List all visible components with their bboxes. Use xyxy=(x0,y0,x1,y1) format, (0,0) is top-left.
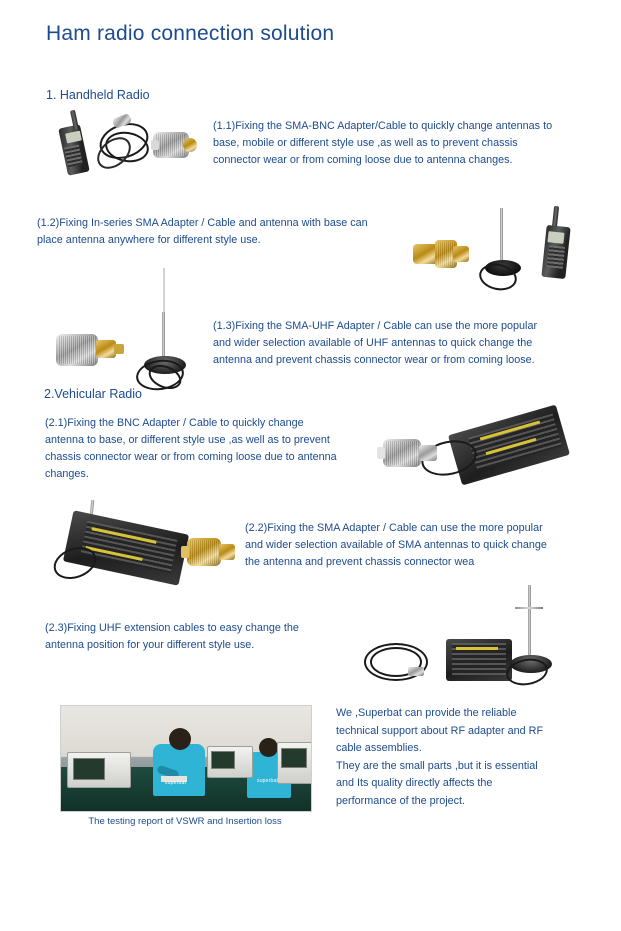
closing-line-2: technical support about RF adapter and RF xyxy=(336,724,544,737)
closing-line-6: performance of the project. xyxy=(336,794,466,807)
photo-caption: The testing report of VSWR and Insertion loss xyxy=(88,816,282,827)
figure-sma-uhf-adapter xyxy=(52,312,212,394)
paragraph-2-1: (2.1)Fixing the BNC Adapter / Cable to quickly change antenna to base, or different style use ,as well as to prevent chassis connector wear or from coming loose due to antenna changes. xyxy=(45,417,337,480)
shirt-brand-right: superbat xyxy=(257,778,279,784)
paragraph-2-3: (2.3)Fixing UHF extension cables to easy change the antenna position for your different style use. xyxy=(45,622,299,651)
closing-line-5: and Its quality directly affects the xyxy=(336,777,493,789)
lab-testing-photo xyxy=(60,705,312,812)
figure-mobile-radio-sma xyxy=(45,500,260,595)
figure-uhf-extension-cable xyxy=(360,585,575,695)
figure-handheld-sma-bnc xyxy=(55,110,205,182)
figure-mobile-radio-bnc xyxy=(375,405,575,495)
paragraph-1-2: (1.2)Fixing In-series SMA Adapter / Cable and antenna with base can place antenna anywhere for different style use. xyxy=(37,217,368,246)
figure-inseries-sma-adapter xyxy=(405,206,585,296)
closing-line-1: We ,Superbat can provide the reliable xyxy=(336,707,517,719)
shirt-brand-left: superbat xyxy=(165,780,187,786)
closing-line-4: They are the small parts ,but it is essential xyxy=(336,759,538,772)
page-title: Ham radio connection solution xyxy=(46,22,335,45)
closing-line-3: cable assemblies. xyxy=(336,742,422,754)
section-heading-handheld-radio: 1. Handheld Radio xyxy=(46,88,150,102)
paragraph-2-2: (2.2)Fixing the SMA Adapter / Cable can use the more popular and wider selection available of SMA antennas to quick change the antenna and prevent chassis connector wea xyxy=(245,522,547,568)
paragraph-1-1: (1.1)Fixing the SMA-BNC Adapter/Cable to quickly change antennas to base, mobile or different style use ,as well as to prevent chassis connector wear or from coming loose due to antenna changes. xyxy=(213,120,553,166)
closing-statement xyxy=(336,705,566,810)
paragraph-1-3: (1.3)Fixing the SMA-UHF Adapter / Cable can use the more popular and wider selection available of UHF antennas to quick change the antenna and prevent chassis connector wear or from coming loose. xyxy=(213,320,538,366)
section-heading-vehicular-radio: 2.Vehicular Radio xyxy=(44,387,142,401)
